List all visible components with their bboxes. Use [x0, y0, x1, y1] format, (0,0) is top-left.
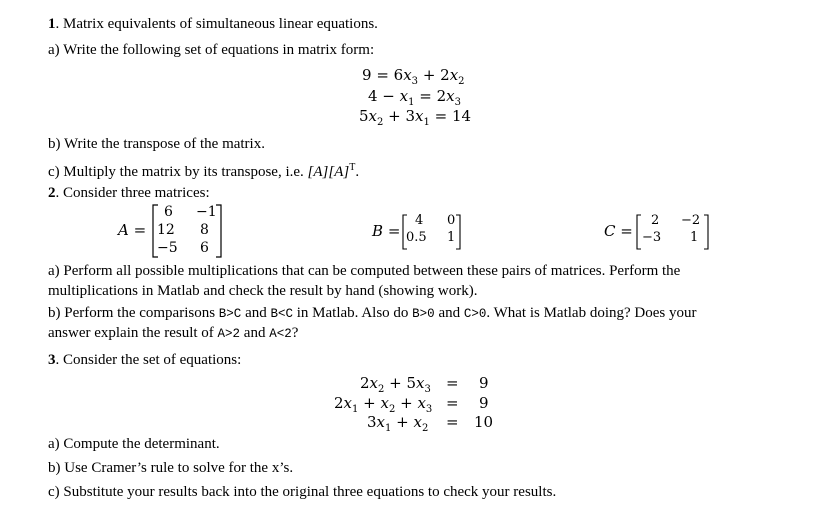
p3-eq3-lhs: $3x_1 + x_2$	[367, 413, 429, 434]
p2b-and-2: and	[434, 305, 464, 321]
matrix-c-body	[636, 214, 710, 250]
code-b-gt-c: B>C	[218, 307, 242, 321]
problem-2-heading	[48, 184, 210, 203]
p1-eq3-lhs: $5x_2 + 3x_1$	[359, 107, 430, 128]
problem-1-part-a: a) Write the following set of equations in matrix form:	[48, 42, 375, 58]
matrix-b-r1c2: 0	[447, 213, 456, 228]
matrix-a-r1c2: −1	[196, 204, 217, 220]
p3-eq1-rhs: 9	[479, 374, 489, 392]
problem-2-part-a-line-1: a) Perform all possible multiplications that can be computed between these pairs of matrices. Perform the	[48, 263, 681, 279]
p3-eq1-lhs: $2x_2 + 5x_3$	[360, 374, 431, 395]
p3-eq2-lhs: $2x_1 + x_2 + x_3$	[334, 394, 433, 415]
problem-3-number: 3	[48, 352, 56, 368]
matrix-a-r3c2: 6	[200, 240, 209, 256]
problem-1-part-c	[48, 158, 359, 182]
problem-1-number: 1	[48, 16, 56, 32]
matrix-a-label: A =	[118, 221, 147, 239]
code-a-lt-2: A<2	[269, 327, 292, 341]
problem-2-part-b-line-2	[48, 324, 298, 344]
matrix-a-r2c2: 8	[200, 222, 209, 238]
p3-eq3-rhs: 10	[474, 413, 494, 431]
p2b-mid: in Matlab. Also do	[293, 305, 413, 321]
p2b-and-1: and	[241, 305, 271, 321]
matrix-b-label: B =	[372, 222, 401, 240]
code-a-gt-2: A>2	[217, 327, 241, 341]
p1-eq2-rhs: $2x_3$	[436, 87, 461, 108]
p1-eq1-lhs: 9	[362, 66, 372, 84]
problem-1-heading	[48, 15, 378, 34]
matrix-b-body	[402, 214, 462, 250]
p3-eq3-equals: =	[446, 413, 459, 431]
code-b-gt-0: B>0	[412, 307, 435, 321]
p3-eq1-equals: =	[446, 374, 459, 392]
p3-eq2-equals: =	[446, 394, 459, 412]
matrix-c-r1c1: 2	[651, 213, 660, 228]
problem-3-part-a: a) Compute the determinant.	[48, 436, 220, 452]
p1-eq3-rhs: 14	[452, 107, 472, 125]
matrix-a-r2c1: 12	[157, 222, 175, 238]
p2b-pre: b) Perform the comparisons	[48, 305, 219, 321]
p1-part-c-end: .	[355, 164, 360, 180]
p2b-line2-pre: answer explain the result of	[48, 325, 218, 341]
p2b-post: . What is Matlab doing? Does your	[486, 305, 697, 321]
matrix-a-body	[152, 204, 222, 258]
matrix-a-letter: A	[118, 221, 129, 239]
matrix-c-r1c2: −2	[681, 213, 701, 228]
p1-part-c-transpose: T	[349, 162, 356, 173]
problem-3-title: . Consider the set of equations:	[55, 352, 242, 368]
problem-1-part-b: b) Write the transpose of the matrix.	[48, 136, 265, 152]
p2b-and-3: and	[240, 325, 270, 341]
matrix-c-letter: C	[604, 222, 616, 240]
matrix-b-letter: B	[372, 222, 384, 240]
code-b-lt-c: B<C	[270, 307, 293, 321]
matrix-b-r2c2: 1	[447, 230, 456, 245]
matrix-b-r2c1: 0.5	[406, 230, 427, 245]
matrix-c-label: C =	[604, 222, 633, 240]
problem-2-part-a-line-2: multiplications in Matlab and check the result by hand (showing work).	[48, 283, 478, 299]
p2b-line2-end: ?	[291, 325, 299, 341]
matrix-b-r1c1: 4	[415, 213, 424, 228]
matrix-a-r1c1: 6	[164, 204, 173, 220]
matrix-a-r3c1: −5	[157, 240, 178, 256]
p1-equation-1: $9 = 6x_3 + 2x_2$	[362, 66, 465, 87]
matrix-c-r2c2: 1	[690, 230, 699, 245]
p1-eq2-lhs: $4 - x_1$	[368, 87, 415, 108]
problem-2-number: 2	[48, 185, 56, 201]
p1-equation-2: $4 - x_1 = 2x_3$	[368, 87, 461, 108]
p3-eq2-rhs: 9	[479, 394, 489, 412]
p1-part-c-expression: [A][A]	[307, 164, 350, 180]
p1-eq1-rhs: $6x_3 + 2x_2$	[393, 66, 465, 87]
code-c-gt-0: C>0	[463, 307, 487, 321]
problem-1-title: . Matrix equivalents of simultaneous linear equations.	[55, 16, 378, 32]
problem-3-heading	[48, 351, 241, 370]
p1-equation-3: $5x_2 + 3x_1 = 14$	[359, 107, 472, 128]
problem-2-part-b-line-1	[48, 304, 696, 324]
problem-3-part-b: b) Use Cramer’s rule to solve for the x’s.	[48, 460, 294, 476]
matrix-c-r2c1: −3	[642, 230, 662, 245]
problem-2-title: . Consider three matrices:	[55, 185, 210, 201]
problem-3-part-c: c) Substitute your results back into the original three equations to check your results.	[48, 484, 557, 500]
p1-part-c-text: c) Multiply the matrix by its transpose, i.e.	[48, 164, 308, 180]
